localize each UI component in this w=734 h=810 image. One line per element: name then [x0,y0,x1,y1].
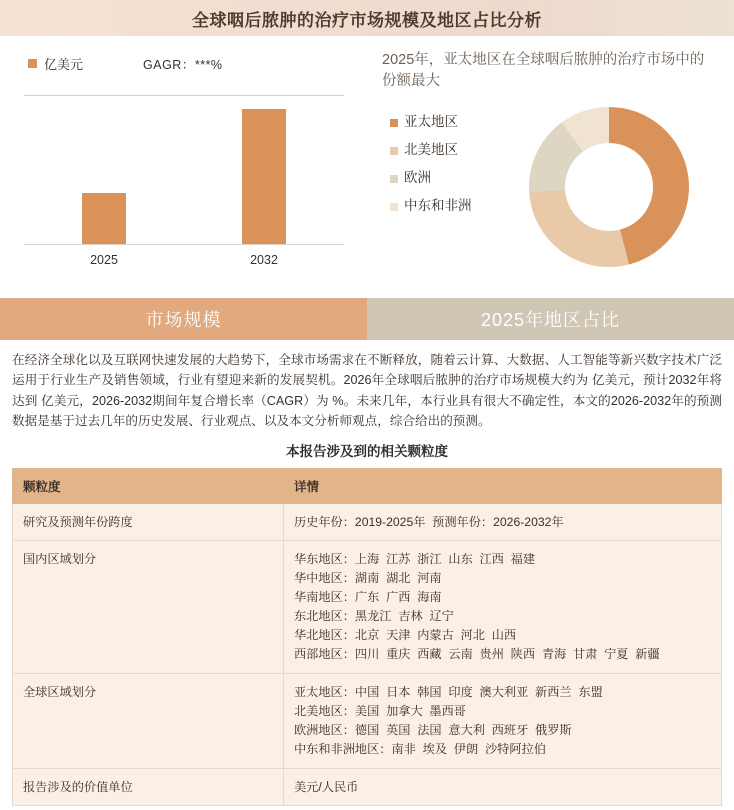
donut-legend-label-apac: 亚太地区 [404,114,458,130]
section-tabs [0,298,734,340]
donut-chart-panel [366,36,734,298]
table-cell-detail [284,673,722,768]
donut-hole [565,143,653,231]
table-row [13,673,722,768]
charts-row [0,36,734,298]
detail-line: 东北地区：黑龙江 吉林 辽宁 [294,609,454,624]
donut-legend-item-apac [390,114,496,131]
donut-legend-label-europe: 欧洲 [404,169,431,185]
granularity-subhead: 本报告涉及到的相关颗粒度 [286,443,448,459]
donut-svg [524,102,694,272]
table-cell-grain: 国内区域划分 [13,541,284,673]
bar-wrap-2025 [44,96,164,244]
detail-line: 华中地区：湖南 湖北 河南 [294,571,442,586]
legend-swatch-icon [390,119,398,127]
detail-line: 华东地区：上海 江苏 浙江 山东 江西 福建 [294,552,536,567]
donut-legend-item-namerica [390,142,496,159]
table-header-detail: 详情 [284,468,722,503]
table-cell-grain: 研究及预测年份跨度 [13,503,284,541]
detail-line: 华南地区：广东 广西 海南 [294,590,442,605]
overview-paragraph: 在经济全球化以及互联网快速发展的大趋势下，全球市场需求在不断释放，随着云计算、大数据、人工智能等新兴数字技术广泛运用于行业生产及销售领域，行业有望迎来新的发展契机。2026年全球咽后脓肿的治疗市场规模大约为 亿美元，预计2032年将达到 亿美元，2026-2032期间年复合增长率（CAGR）为 %。未来几年，本行业具有很大不确定性，本文的2026-2032年的预测数据是基于过去几年的历史发展、行业观点、以及本文分析师观点，综合给出的预测。 [12,353,722,429]
table-row [13,503,722,541]
bar-series [24,96,344,244]
page-title: 全球咽后脓肿的治疗市场规模及地区占比分析 [192,10,542,30]
page-header [0,0,734,36]
table-cell-detail [284,768,722,806]
tab-region-share[interactable]: 2025年地区占比 [367,298,734,340]
bar-tick-2025: 2025 [90,253,118,267]
granularity-table [12,468,722,807]
bar-plot-area [24,95,344,245]
donut-legend-item-europe [390,170,496,187]
legend-swatch-icon [390,147,398,155]
legend-swatch-icon [390,203,398,211]
legend-swatch-icon [28,59,37,68]
bar-chart-panel [0,36,366,298]
bar-tick-2032: 2032 [250,253,278,267]
donut-body [374,100,722,272]
detail-line: 欧洲地区：德国 英国 法国 意大利 西班牙 俄罗斯 [294,722,572,737]
bar-chart-legend [0,46,366,73]
table-header-row [13,468,722,503]
bar-2025 [82,193,126,244]
detail-line: 中东和非洲地区：南非 埃及 伊朗 沙特阿拉伯 [294,741,546,756]
cagr-label: GAGR：***% [143,57,223,72]
detail-line: 美元/人民币 [294,779,359,794]
detail-line: 西部地区：四川 重庆 西藏 云南 贵州 陕西 青海 甘肃 宁夏 新疆 [294,647,660,661]
detail-line: 北美地区：美国 加拿大 墨西哥 [294,703,466,718]
tab-market-size[interactable]: 市场规模 [0,298,367,340]
bar-axis-labels [24,253,344,267]
legend-swatch-icon [390,175,398,183]
table-cell-detail [284,541,722,673]
table-header-grain: 颗粒度 [13,468,284,503]
legend-label-unit: 亿美元 [44,57,84,72]
detail-line: 历史年份：2019-2025年 预测年份：2026-2032年 [294,514,564,529]
bar-wrap-2032 [204,96,324,244]
donut-legend-label-mea: 中东和非洲 [404,197,472,213]
donut-graphic [496,100,722,272]
detail-line: 华北地区：北京 天津 内蒙古 河北 山西 [294,628,517,643]
detail-line: 亚太地区：中国 日本 韩国 印度 澳大利亚 新西兰 东盟 [294,684,603,699]
donut-legend-label-namerica: 北美地区 [404,141,458,157]
legend-item-unit [28,54,83,73]
table-row [13,768,722,806]
donut-legend [374,100,496,272]
table-cell-grain: 报告涉及的价值单位 [13,768,284,806]
table-row [13,541,722,673]
table-cell-detail [284,503,722,541]
donut-legend-item-mea [390,198,496,215]
donut-title: 2025年，亚太地区在全球咽后脓肿的治疗市场中的份额最大 [382,52,705,90]
bar-2032 [242,109,286,244]
table-cell-grain: 全球区域划分 [13,673,284,768]
